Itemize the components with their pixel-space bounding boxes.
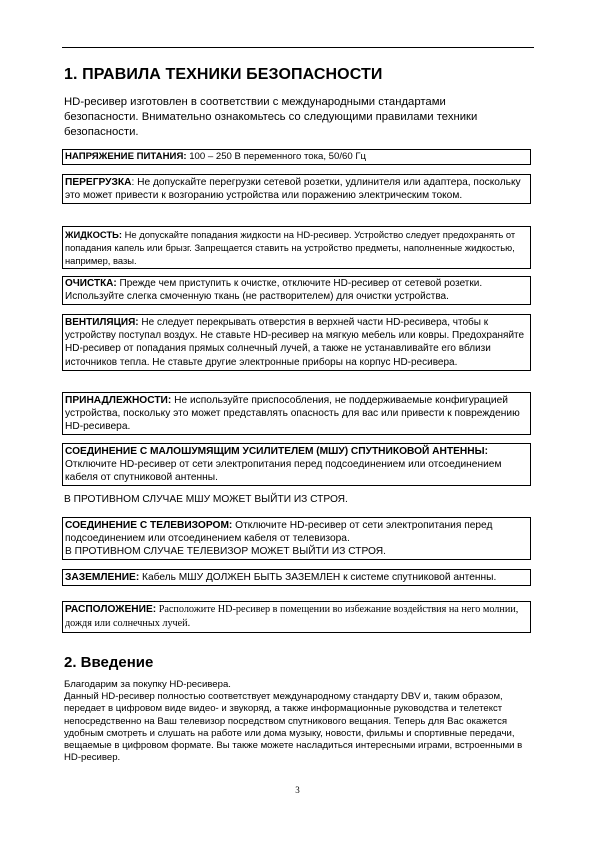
page-number: 3 (295, 785, 300, 795)
lnb-warning: В ПРОТИВНОМ СЛУЧАЕ МШУ МОЖЕТ ВЫЙТИ ИЗ СТРОЯ. (64, 494, 348, 505)
section-2-description: Данный HD-ресивер полностью соответствует международному стандарту DBV и, таким образом, передает в цифровом виде видео- и звукоряд, а также информационные руководства и телетекст непосредственно на Ваш телевизор посредством спутникового вещания. Теперь для Вас окажется удобным смотреть и слушать на работе или дома музыку, новости, фильмы и спортивные передачи, вещаемые в цифровом формате. Вы также можете насладиться интересными играми, встроенными в HD-ресивер. (64, 691, 523, 764)
section-2-title: 2. Введение (64, 654, 154, 671)
rule-text: Не допускайте попадания жидкости на HD-ресивер. Устройство следует предохранять от попадания капель или брызг. Запрещается ставить на устройство предметы, наполненные жидкостью, например, вазы. (65, 229, 516, 266)
rule-power-supply (62, 149, 531, 165)
rule-cleaning (62, 276, 531, 305)
section-2-thanks: Благодарим за покупку HD-ресивера. (64, 679, 231, 690)
rule-label: ЖИДКОСТЬ: (65, 229, 123, 240)
rule-text: Отключите HD-ресивер от сети электропитания перед подсоединением или отсоединением кабеля от телевизора. (65, 520, 493, 544)
rule-ventilation (62, 314, 531, 371)
rule-label: ОЧИСТКА: (65, 278, 117, 289)
rule-accessories (62, 392, 531, 435)
rule-grounding (62, 569, 531, 586)
rule-label: СОЕДИНЕНИЕ С ТЕЛЕВИЗОРОМ: (65, 520, 233, 531)
rule-label: ЗАЗЕМЛЕНИЕ: (65, 572, 140, 583)
rule-label: РАСПОЛОЖЕНИЕ: (65, 604, 157, 615)
rule-text: : Не допускайте перегрузки сетевой розетки, удлинителя или адаптера, поскольку это может привести к возгоранию устройства или поражению электрическим током. (65, 177, 521, 201)
rule-text: Не следует перекрывать отверстия в верхней части HD-ресивера, чтобы к устройству поступал воздух. Не ставьте HD-ресивер на мягкую мебель или ковры. Предохраняйте HD-ресивер от попадания прямых солнечный лучей, а также не устанавливайте его вблизи источников тепла. Не ставьте другие электронные приборы на корпус HD-ресивера. (65, 317, 525, 368)
rule-text: Расположите HD-ресивер в помещении во избежание воздействия на него молнии, дождя или солнечных лучей. (65, 604, 519, 629)
section-2-body (64, 679, 539, 764)
rule-label: ПРИНАДЛЕЖНОСТИ: (65, 395, 172, 406)
rule-text: Не используйте приспособления, не поддерживаемые конфигурацией устройства, поскольку это может представлять опасность для вас или привести к повреждению HD-ресивера. (65, 395, 520, 432)
rule-lnb-connection (62, 443, 531, 486)
rule-label: СОЕДИНЕНИЕ С МАЛОШУМЯЩИМ УСИЛИТЕЛЕМ (МШУ) СПУТНИКОВОЙ АНТЕННЫ: (65, 446, 488, 457)
rule-text: Кабель МШУ ДОЛЖЕН БЫТЬ ЗАЗЕМЛЕН к системе спутниковой антенны. (139, 572, 497, 583)
tv-warning: В ПРОТИВНОМ СЛУЧАЕ ТЕЛЕВИЗОР МОЖЕТ ВЫЙТИ ИЗ СТРОЯ. (65, 546, 386, 557)
rule-text: 100 – 250 В переменного тока, 50/60 Гц (186, 151, 367, 162)
section-1-intro: HD-ресивер изготовлен в соответствии с международными стандартами безопасности. Внимательно ознакомьтесь со следующими правилами техники безопасности. (64, 96, 478, 138)
rule-text: Прежде чем приступить к очистке, отключите HD-ресивер от сетевой розетки. Используйте слегка смоченную ткань (не растворителем) для очистки устройства. (65, 278, 483, 302)
section-1-title: 1. ПРАВИЛА ТЕХНИКИ БЕЗОПАСНОСТИ (64, 66, 383, 83)
rule-label: НАПРЯЖЕНИЕ ПИТАНИЯ: (65, 151, 187, 162)
rule-tv-connection (62, 517, 531, 560)
rule-text: Отключите HD-ресивер от сети электропитания перед подсоединением или отсоединением кабеля от спутниковой антенны. (65, 459, 502, 483)
top-rule (62, 47, 534, 48)
rule-label: ВЕНТИЛЯЦИЯ: (65, 317, 139, 328)
rule-overload (62, 174, 531, 204)
rule-liquid (62, 226, 531, 269)
rule-location (62, 601, 531, 633)
rule-label: ПЕРЕГРУЗКА (65, 177, 132, 188)
